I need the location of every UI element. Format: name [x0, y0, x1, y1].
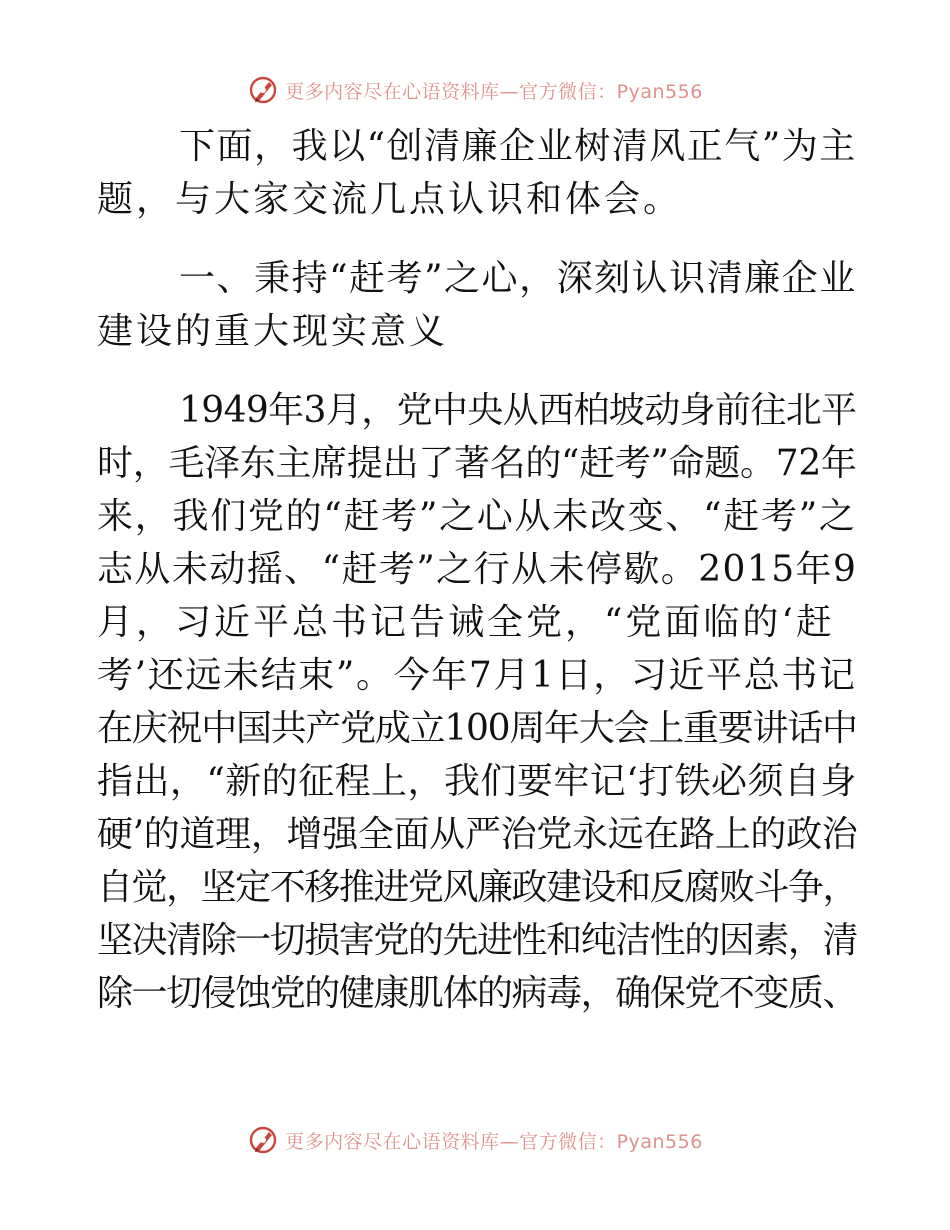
text-line: 坚决清除一切损害党的先进性和纯洁性的因素，清: [97, 920, 858, 961]
text-line: 题，与大家交流几点认识和体会。: [97, 179, 683, 220]
text-line: 硬’的道理，增强全面从严治党永远在路上的政治: [97, 814, 858, 855]
text-line: 志从未动摇、“赶考”之行从未停歇。2015年9: [97, 549, 858, 590]
text-line: 指出，“新的征程上，我们要牢记‘打铁必须自身: [97, 761, 857, 802]
text-line: 来，我们党的“赶考”之心从未改变、“赶考”之: [97, 496, 857, 537]
text-line: 自觉，坚定不移推进党风廉政建设和反腐败斗争，: [97, 867, 858, 908]
document-body: [97, 120, 857, 1020]
text-line: 时，毛泽东主席提出了著名的“赶考”命题。72年: [97, 443, 857, 484]
text-line: 1949年3月，党中央从西柏坡动身前往北平: [179, 390, 857, 431]
watermark-header: [0, 72, 950, 108]
text-line: 建设的重大现实意义: [97, 311, 449, 352]
watermark-footer: [0, 1122, 950, 1158]
text-line: 一、秉持“赶考”之心，深刻认识清廉企业: [179, 258, 857, 299]
text-line: 除一切侵蚀党的健康肌体的病毒，确保党不变质、: [97, 973, 858, 1014]
text-line: 月，习近平总书记告诫全党，“党面临的‘赶: [97, 602, 835, 643]
watermark-text: 更多内容尽在心语资料库—官方微信：Pyan556: [285, 1130, 703, 1153]
text-line: 在庆祝中国共产党成立100周年大会上重要讲话中: [97, 708, 857, 749]
red-pen-logo-icon: [247, 74, 279, 106]
text-line: 下面，我以“创清廉企业树清风正气”为主: [179, 126, 857, 167]
watermark-text: 更多内容尽在心语资料库—官方微信：Pyan556: [285, 80, 703, 103]
body-paragraph: [97, 384, 857, 1020]
red-pen-logo-icon: [247, 1124, 279, 1156]
text-line: 考’还远未结束”。今年7月1日，习近平总书记: [97, 655, 857, 696]
section-heading: [97, 252, 857, 358]
intro-paragraph: [97, 120, 857, 226]
